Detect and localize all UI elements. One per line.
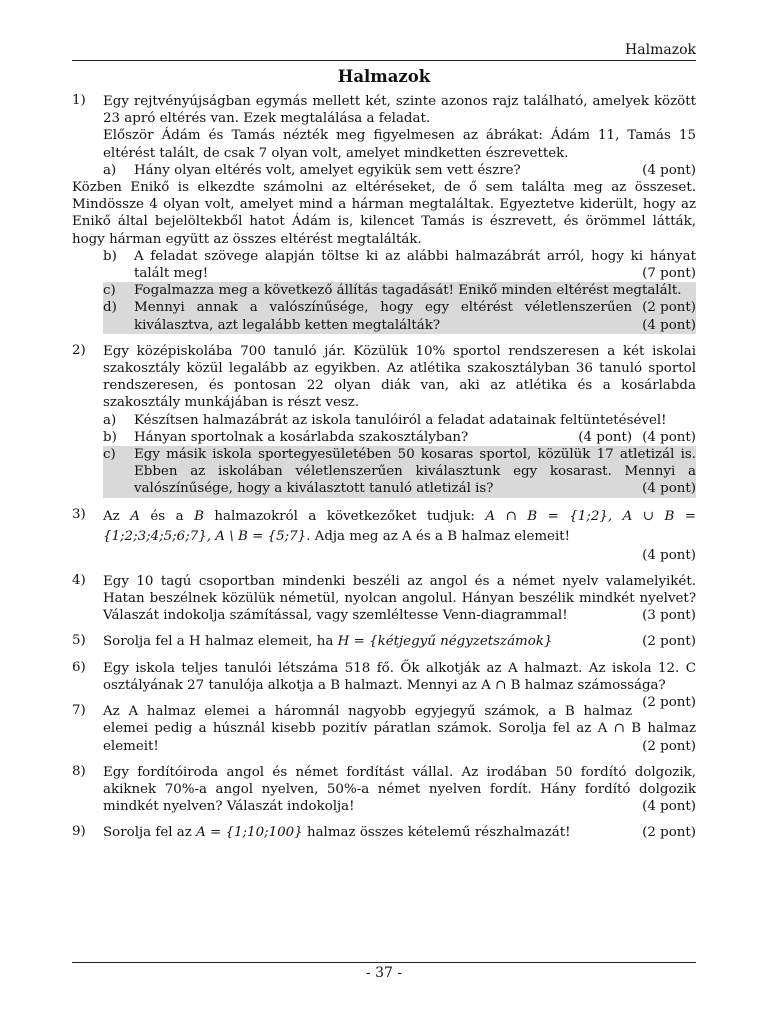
math-expression: A \ B = {5;7} [215,528,307,544]
subtask-a: a) (4 pont) Hány olyan eltérés volt, amelyet egyikük sem vett észre? [103,162,696,178]
points: (2 pont) [642,738,696,754]
subtask-d: d) Mennyi annak a valószínűsége, hogy egy eltérést véletlenszerűen kiválasztva, azt legalább ketten megtalálták? (4 pont) [103,300,696,333]
problem-number: 4) [72,572,86,588]
page-number: - 37 - [365,965,403,981]
subtask-a: a) Készítsen halmazábrát az iskola tanulóiról a feladat adatainak feltüntetésével! (4 pont) [103,412,696,445]
subtask-c: c) Egy másik iskola sportegyesületében 50 kosaras sportol, közülük 17 atletizál is. Ebben az iskolában véletlenszerűen kiválasztunk egy kosarast. Mennyi a valószínűsége, hogy a kiválasztott tanuló atletizál is? (4 pont) [103,447,696,497]
points: (4 pont) [642,481,696,497]
problem-text: (2 pont) Sorolja fel a H halmaz elemeit, ha H = {kétjegyű négyzetszámok} [103,634,696,650]
points: (4 pont) [642,429,696,445]
problem-4 [72,573,696,625]
points: (4 pont) [642,162,696,178]
points: (2 pont) [642,300,696,316]
subtask-c: c) Fogalmazza meg a következő állítás tagadását! Enikő minden eltérést megtalált. (2 pont) [103,283,696,316]
problem-number: 6) [72,659,86,675]
problem-number: 5) [72,633,86,649]
problem-8 [72,764,696,816]
problem-3 [72,507,696,564]
shaded-block [103,282,696,334]
page-footer [72,962,696,981]
subtask-b: b) A feladat szövege alapján töltse ki az alábbi halmazábrát arról, hogy ki hányat talált meg! (7 pont) [103,248,696,282]
points: (2 pont) [642,825,696,841]
page [72,36,696,851]
problem-text: Az A halmaz elemei a háromnál nagyobb egyjegyű számok, a B halmaz elemei pedig a húsznál kisebb pozitív páratlan számok. Sorolja fel az A ∩ B halmaz elemeit! (2 pont) [103,704,696,754]
problem-9 [72,824,696,841]
problem-number: 3) [72,506,86,522]
problem-number: 2) [72,342,86,358]
problem-2 [72,343,696,498]
problem-text: Egy fordítóiroda angol és német fordítást vállal. Az irodában 50 fordító dolgozik, akiknek 70%-a angol nyelven, 50%-a német nyelven fordít. Hány fordító dolgozik mindkét nyelven? Válaszát indokolja! (4 pont) [103,764,696,815]
problem-1 [72,93,696,334]
running-header [72,36,696,61]
problem-7 [72,703,696,755]
problem-number: 1) [72,93,86,108]
problem-text: Egy 10 tagú csoportban mindenki beszéli az angol és a német nyelv valamelyikét. Hatan beszélnek közülük németül, nyolcan angolul. Hányan beszélik mindkét nyelvet? Válaszát indokolja számítással, vagy szemléltesse Venn-diagrammal! (3 pont) [103,573,696,624]
page-title: Halmazok [337,67,431,86]
problem-5 [72,633,696,650]
points: (2 pont) [642,695,696,711]
running-title: Halmazok [625,42,696,58]
problem-text: Először Ádám és Tamás nézték meg figyelmesen az ábrákat: Ádám 11, Tamás 15 eltérést talált, de csak 7 olyan volt, amelyet mindketten észrevettek. [103,128,696,161]
points: (3 pont) [642,608,696,624]
problem-text: Egy rejtvényújságban egymás mellett két, szinte azonos rajz található, amelyek között 23 apró eltérés van. Ezek megtalálása a feladat. [103,94,696,127]
problem-text: Egy iskola teljes tanulói létszáma 518 fő. Ők alkotják az A halmazt. Az iskola 12. C osztályának 27 tanulója alkotja a B halmazt. Mennyi az A ∩ B halmaz számossága? (2 pont) [103,660,696,711]
points: (4 pont) [642,799,696,815]
problem-text: (2 pont) Sorolja fel az A = {1;10;100} halmaz összes kételemű részhalmazát! [103,825,696,841]
problem-number: 7) [72,703,86,719]
points: (4 pont) [642,317,696,333]
points: (4 pont) [642,547,696,563]
problem-6 [72,659,696,711]
problem-text: Közben Enikő is elkezdte számolni az eltéréseket, de ő sem találta meg az összeset. Mindössze 4 olyan volt, amelyet mind a hárman megtaláltak. Egyeztetve kiderült, hogy az Enikő által bejelöltekből hatot Ádám is, kilencet Tamás is észrevett, és örömmel látták, hogy hárman együtt az összes eltérést megtalálták. [72,180,696,247]
points: (4 pont) [578,429,633,445]
points: (7 pont) [642,266,696,282]
math-expression: A = {1;10;100} [196,825,303,841]
problem-text: Egy középiskolába 700 tanuló jár. Közülük 10% sportol rendszeresen a két iskolai szakosztály közül legalább az egyikben. Az atlétika szakosztályban 36 tanuló sportol rendszeresen, és pontosan 22 olyan diák van, aki az atlétika és a kosárlabda szakosztály munkájában is részt vesz. [103,343,696,411]
problem-text: Az A és a B halmazokról a következőket tudjuk: A ∩ B = {1;2}, A ∪ B = {1;2;3;4;5;6;7}, A \ B = {5;7}. Adja meg az A és a B halmaz elemeit! [103,508,696,544]
math-expression: A ∩ B = {1;2}, [485,508,613,524]
subtask-b: b) (4 pont) Hányan sportolnak a kosárlabda szakosztályban? [103,429,633,445]
shaded-block [103,446,696,498]
math-expression: A ∪ B = {1;2;3;4;5;6;7}, [103,508,696,544]
problem-number: 9) [72,824,86,840]
problem-number: 8) [72,763,86,779]
math-expression: H = {kétjegyű négyzetszámok} [337,634,553,650]
points: (2 pont) [642,634,696,650]
